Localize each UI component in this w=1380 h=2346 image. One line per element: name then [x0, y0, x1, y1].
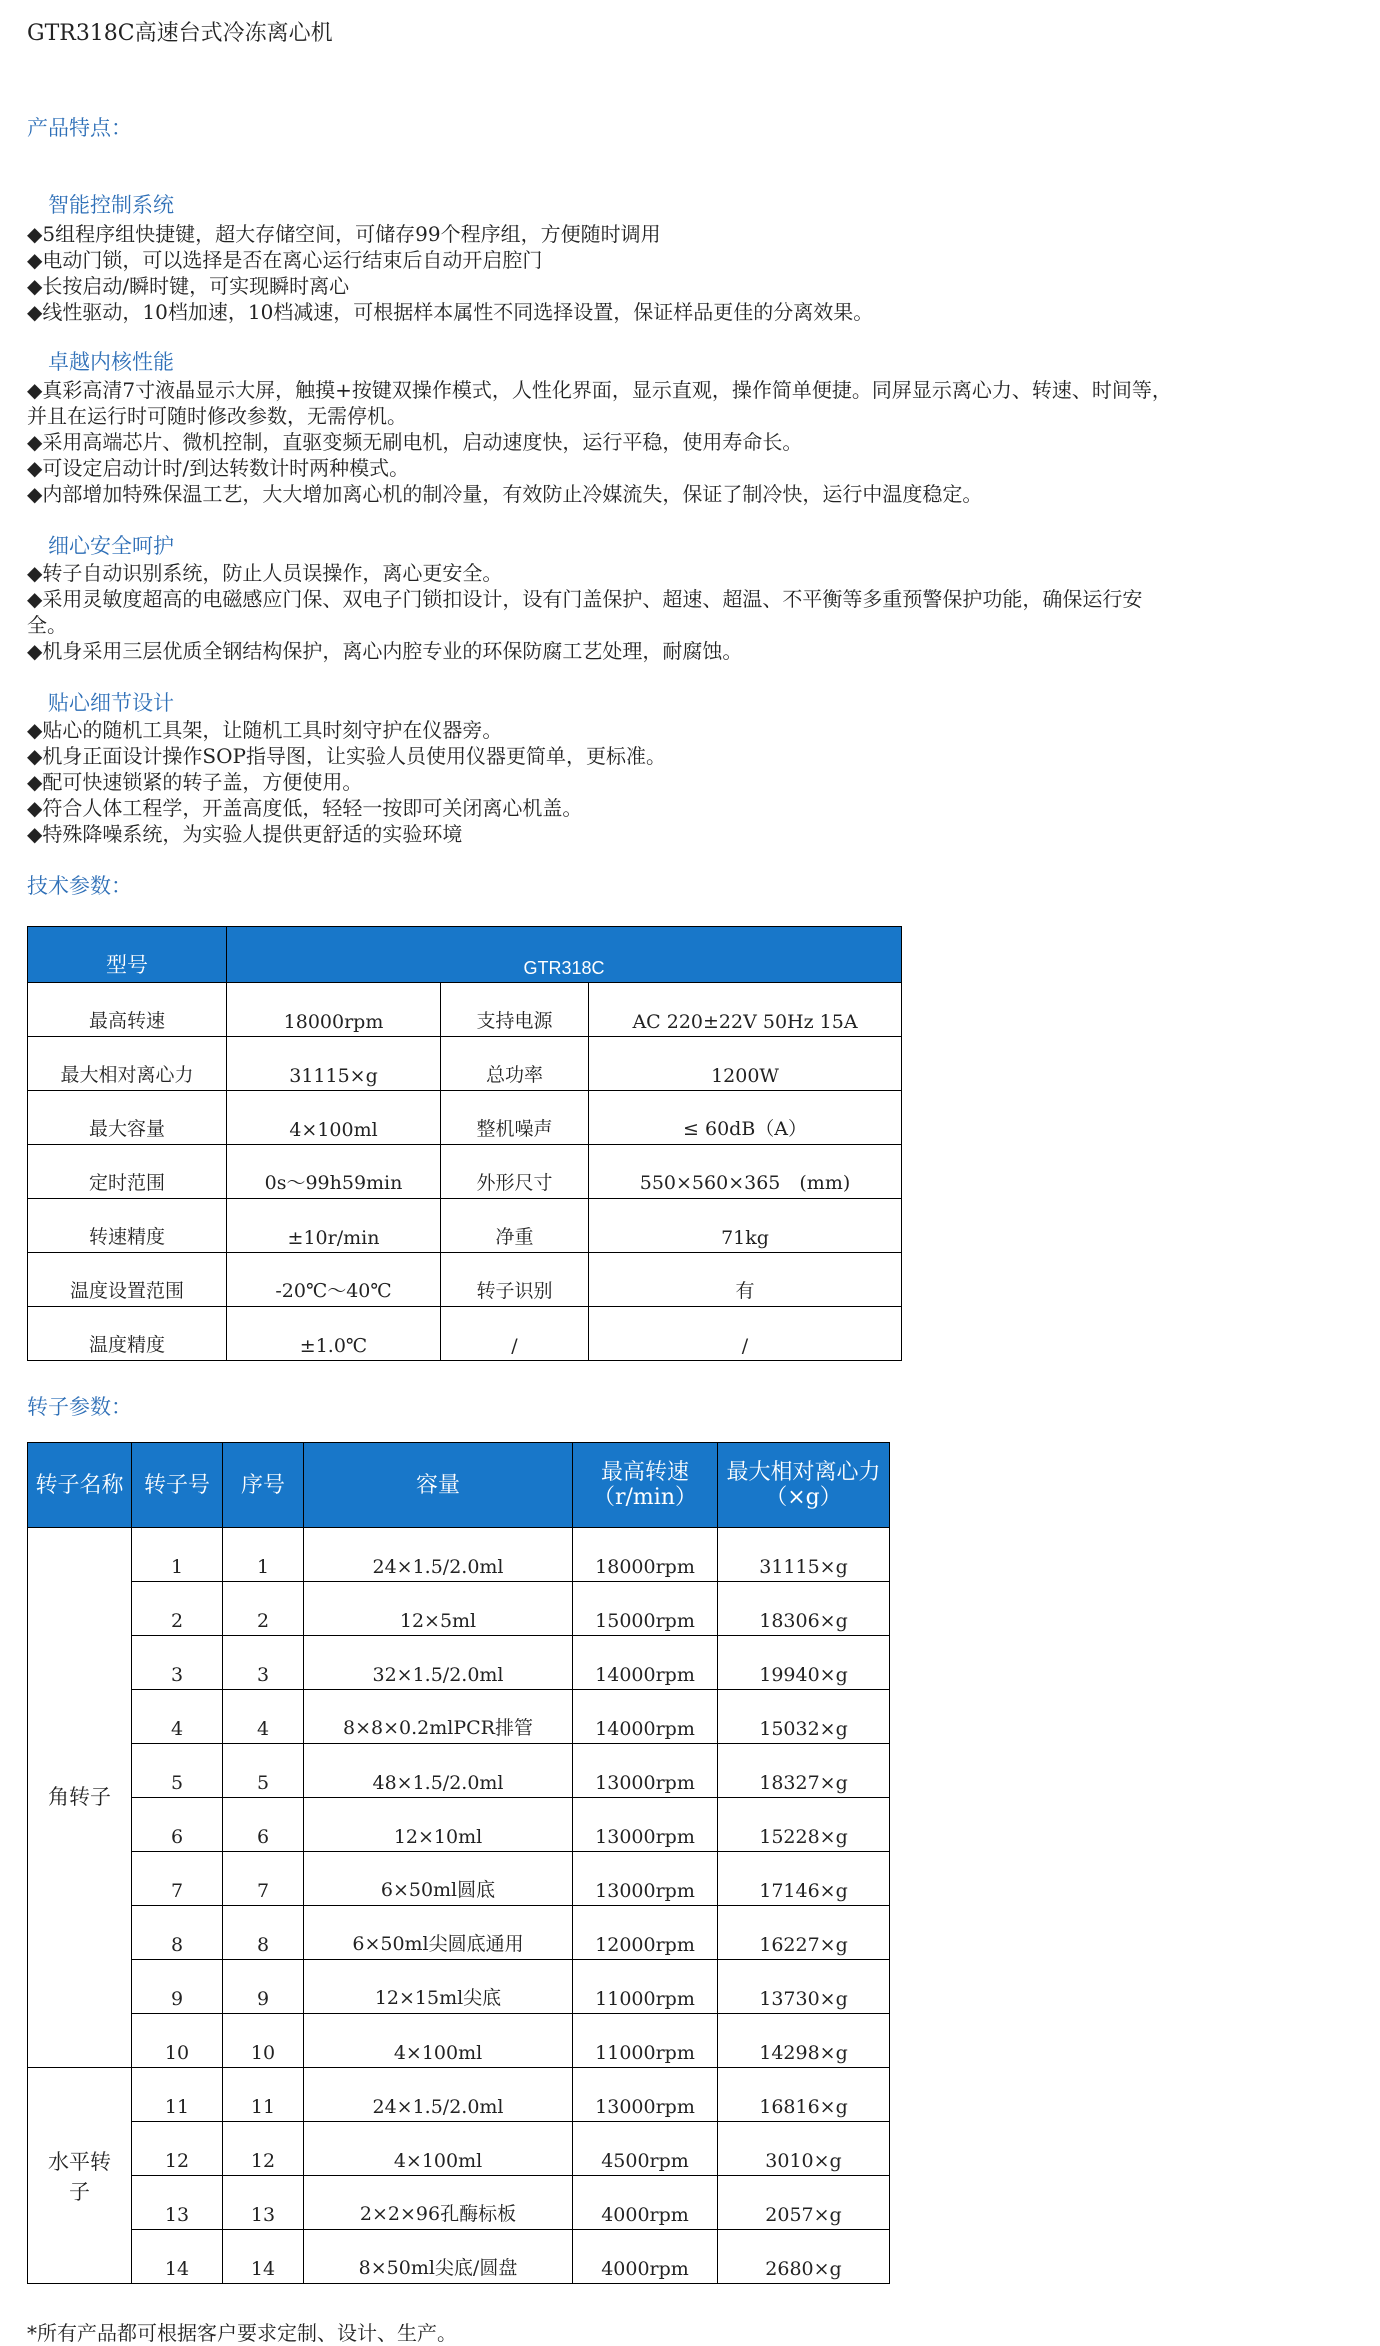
- max-speed-cell: 4000rpm: [573, 2230, 718, 2284]
- rotor-heading: 转子参数：: [27, 1395, 132, 1419]
- rotor-row: [28, 2122, 890, 2176]
- max-rcf-cell: 19940×g: [718, 1636, 890, 1690]
- spec-label: 净重: [441, 1199, 589, 1253]
- page-title: GTR318C高速台式冷冻离心机: [27, 21, 333, 46]
- capacity-cell: 24×1.5/2.0ml: [304, 1528, 573, 1582]
- feature-item: ◆ 机身正面设计操作SOP指导图，让实验人员使用仪器更简单，更标准。: [27, 740, 666, 769]
- max-speed-cell: 13000rpm: [573, 1798, 718, 1852]
- feature-item-continued: 全。: [27, 613, 67, 637]
- index-cell: 10: [223, 2014, 304, 2068]
- capacity-cell: 12×5ml: [304, 1582, 573, 1636]
- features-heading: 产品特点：: [27, 116, 132, 140]
- rotor-row: [28, 2068, 890, 2122]
- rotor-table: [27, 1442, 890, 2284]
- max-speed-cell: 13000rpm: [573, 1744, 718, 1798]
- rotor-row: [28, 1744, 890, 1798]
- spec-row: [28, 1037, 902, 1091]
- spec-value: ≤ 60dB（A）: [589, 1091, 902, 1145]
- max-rcf-cell: 3010×g: [718, 2122, 890, 2176]
- spec-value: 有: [589, 1253, 902, 1307]
- spec-value: 0s～99h59min: [227, 1145, 441, 1199]
- rotor-number-cell: 10: [132, 2014, 223, 2068]
- max-speed-cell: 4000rpm: [573, 2176, 718, 2230]
- rotor-number-cell: 9: [132, 1960, 223, 2014]
- spec-value: 1200W: [589, 1037, 902, 1091]
- index-cell: 3: [223, 1636, 304, 1690]
- spec-label: /: [441, 1307, 589, 1361]
- rotor-number-cell: 2: [132, 1582, 223, 1636]
- rotor-type-cell: 水平转子: [28, 2068, 132, 2284]
- max-rcf-cell: 15032×g: [718, 1690, 890, 1744]
- rotor-number-cell: 7: [132, 1852, 223, 1906]
- section-heading-safety: 细心安全呵护: [48, 534, 174, 558]
- rotor-number-cell: 1: [132, 1528, 223, 1582]
- index-cell: 13: [223, 2176, 304, 2230]
- index-cell: 9: [223, 1960, 304, 2014]
- capacity-cell: 6×50ml尖圆底通用: [304, 1906, 573, 1960]
- rotor-row: [28, 1960, 890, 2014]
- capacity-cell: 4×100ml: [304, 2014, 573, 2068]
- capacity-cell: 24×1.5/2.0ml: [304, 2068, 573, 2122]
- rotor-number-cell: 8: [132, 1906, 223, 1960]
- max-rcf-cell: 16227×g: [718, 1906, 890, 1960]
- spec-table: [27, 926, 902, 1361]
- max-speed-cell: 15000rpm: [573, 1582, 718, 1636]
- rotor-row: [28, 1906, 890, 1960]
- spec-label: 最大相对离心力: [28, 1037, 227, 1091]
- max-rcf-cell: 18306×g: [718, 1582, 890, 1636]
- feature-item-continued: 并且在运行时可随时修改参数，无需停机。: [27, 404, 407, 428]
- max-speed-cell: 11000rpm: [573, 2014, 718, 2068]
- max-speed-cell: 13000rpm: [573, 1852, 718, 1906]
- spec-label: 总功率: [441, 1037, 589, 1091]
- index-cell: 4: [223, 1690, 304, 1744]
- spec-row: [28, 1307, 902, 1361]
- rotor-type-cell: 角转子: [28, 1528, 132, 2068]
- max-rcf-cell: 31115×g: [718, 1528, 890, 1582]
- spec-label: 支持电源: [441, 983, 589, 1037]
- spec-label: 温度精度: [28, 1307, 227, 1361]
- max-speed-cell: 14000rpm: [573, 1690, 718, 1744]
- tech-heading: 技术参数：: [27, 874, 132, 898]
- max-speed-cell: 12000rpm: [573, 1906, 718, 1960]
- index-cell: 2: [223, 1582, 304, 1636]
- capacity-cell: 32×1.5/2.0ml: [304, 1636, 573, 1690]
- feature-item: ◆ 特殊降噪系统，为实验人提供更舒适的实验环境: [27, 818, 462, 847]
- spec-label: 外形尺寸: [441, 1145, 589, 1199]
- capacity-cell: 4×100ml: [304, 2122, 573, 2176]
- feature-item: ◆ 内部增加特殊保温工艺，大大增加离心机的制冷量，有效防止冷媒流失，保证了制冷快，运行中温度稳定。: [27, 478, 982, 507]
- spec-value: 550×560×365 (mm): [589, 1145, 902, 1199]
- index-cell: 12: [223, 2122, 304, 2176]
- spec-value: /: [589, 1307, 902, 1361]
- rotor-number-cell: 13: [132, 2176, 223, 2230]
- rotor-row: [28, 1582, 890, 1636]
- feature-item: ◆ 长按启动/瞬时键，可实现瞬时离心: [27, 270, 349, 299]
- spec-row: [28, 1253, 902, 1307]
- feature-item: ◆ 配可快速锁紧的转子盖，方便使用。: [27, 766, 362, 795]
- capacity-cell: 6×50ml圆底: [304, 1852, 573, 1906]
- spec-header-model-value: GTR318C: [227, 927, 902, 983]
- feature-item: ◆ 采用灵敏度超高的电磁感应门保、双电子门锁扣设计，设有门盖保护、超速、超温、不平衡等多重预警保护功能，确保运行安: [27, 583, 1142, 612]
- max-speed-cell: 11000rpm: [573, 1960, 718, 2014]
- feature-item: ◆ 符合人体工程学，开盖高度低，轻轻一按即可关闭离心机盖。: [27, 792, 582, 821]
- section-heading-core-performance: 卓越内核性能: [48, 350, 174, 374]
- capacity-cell: 2×2×96孔酶标板: [304, 2176, 573, 2230]
- rotor-number-cell: 14: [132, 2230, 223, 2284]
- spec-header-row: [28, 927, 902, 983]
- spec-label: 转子识别: [441, 1253, 589, 1307]
- spec-row: [28, 983, 902, 1037]
- rotor-header-name: 转子名称: [28, 1443, 132, 1528]
- rotor-header-row: [28, 1443, 890, 1528]
- capacity-cell: 48×1.5/2.0ml: [304, 1744, 573, 1798]
- feature-item: ◆ 可设定启动计时/到达转数计时两种模式。: [27, 452, 409, 481]
- spec-row: [28, 1145, 902, 1199]
- max-rcf-cell: 2680×g: [718, 2230, 890, 2284]
- rotor-header-number: 转子号: [132, 1443, 223, 1528]
- rotor-row: [28, 1528, 890, 1582]
- index-cell: 6: [223, 1798, 304, 1852]
- capacity-cell: 8×8×0.2mlPCR排管: [304, 1690, 573, 1744]
- spec-label: 温度设置范围: [28, 1253, 227, 1307]
- spec-value: ±1.0℃: [227, 1307, 441, 1361]
- index-cell: 14: [223, 2230, 304, 2284]
- rotor-number-cell: 3: [132, 1636, 223, 1690]
- section-heading-details: 贴心细节设计: [48, 691, 174, 715]
- max-rcf-cell: 17146×g: [718, 1852, 890, 1906]
- spec-value: ±10r/min: [227, 1199, 441, 1253]
- spec-value: 71kg: [589, 1199, 902, 1253]
- rotor-row: [28, 2014, 890, 2068]
- index-cell: 11: [223, 2068, 304, 2122]
- capacity-cell: 12×15ml尖底: [304, 1960, 573, 2014]
- index-cell: 5: [223, 1744, 304, 1798]
- rotor-row: [28, 1636, 890, 1690]
- rotor-number-cell: 11: [132, 2068, 223, 2122]
- max-speed-cell: 14000rpm: [573, 1636, 718, 1690]
- spec-value: AC 220±22V 50Hz 15A: [589, 983, 902, 1037]
- feature-item: ◆ 电动门锁，可以选择是否在离心运行结束后自动开启腔门: [27, 244, 542, 273]
- index-cell: 1: [223, 1528, 304, 1582]
- index-cell: 8: [223, 1906, 304, 1960]
- feature-item: ◆ 5组程序组快捷键，超大存储空间，可储存99个程序组，方便随时调用: [27, 218, 661, 247]
- rotor-number-cell: 12: [132, 2122, 223, 2176]
- spec-label: 整机噪声: [441, 1091, 589, 1145]
- spec-label: 最高转速: [28, 983, 227, 1037]
- spec-value: 31115×g: [227, 1037, 441, 1091]
- rotor-row: [28, 1852, 890, 1906]
- max-rcf-cell: 13730×g: [718, 1960, 890, 2014]
- capacity-cell: 12×10ml: [304, 1798, 573, 1852]
- spec-label: 最大容量: [28, 1091, 227, 1145]
- rotor-number-cell: 5: [132, 1744, 223, 1798]
- section-heading-smart-control: 智能控制系统: [48, 193, 174, 217]
- rotor-row: [28, 1690, 890, 1744]
- feature-item: ◆ 真彩高清7寸液晶显示大屏，触摸+按键双操作模式，人性化界面，显示直观，操作简单便捷。同屏显示离心力、转速、时间等，: [27, 374, 1172, 403]
- spec-value: 4×100ml: [227, 1091, 441, 1145]
- max-rcf-cell: 18327×g: [718, 1744, 890, 1798]
- max-rcf-cell: 15228×g: [718, 1798, 890, 1852]
- rotor-header-index: 序号: [223, 1443, 304, 1528]
- feature-item: ◆ 线性驱动，10档加速，10档减速，可根据样本属性不同选择设置，保证样品更佳的分离效果。: [27, 296, 873, 325]
- max-speed-cell: 13000rpm: [573, 2068, 718, 2122]
- rotor-header-max-rcf: 最大相对离心力（×g）: [718, 1443, 890, 1528]
- spec-label: 定时范围: [28, 1145, 227, 1199]
- rotor-header-max-speed: 最高转速（r/min）: [573, 1443, 718, 1528]
- spec-label: 转速精度: [28, 1199, 227, 1253]
- feature-item: ◆ 贴心的随机工具架，让随机工具时刻守护在仪器旁。: [27, 714, 502, 743]
- rotor-header-capacity: 容量: [304, 1443, 573, 1528]
- max-rcf-cell: 16816×g: [718, 2068, 890, 2122]
- rotor-number-cell: 6: [132, 1798, 223, 1852]
- rotor-number-cell: 4: [132, 1690, 223, 1744]
- index-cell: 7: [223, 1852, 304, 1906]
- capacity-cell: 8×50ml尖底/圆盘: [304, 2230, 573, 2284]
- spec-row: [28, 1091, 902, 1145]
- spec-value: 18000rpm: [227, 983, 441, 1037]
- max-speed-cell: 4500rpm: [573, 2122, 718, 2176]
- spec-row: [28, 1199, 902, 1253]
- feature-item: ◆ 采用高端芯片、微机控制，直驱变频无刷电机，启动速度快，运行平稳，使用寿命长。: [27, 426, 802, 455]
- max-rcf-cell: 14298×g: [718, 2014, 890, 2068]
- rotor-row: [28, 2176, 890, 2230]
- footnote: *所有产品都可根据客户要求定制、设计、生产。: [27, 2321, 457, 2345]
- feature-item: ◆ 转子自动识别系统，防止人员误操作，离心更安全。: [27, 557, 502, 586]
- feature-item: ◆ 机身采用三层优质全钢结构保护，离心内腔专业的环保防腐工艺处理，耐腐蚀。: [27, 635, 742, 664]
- rotor-row: [28, 2230, 890, 2284]
- spec-header-model-label: 型号: [28, 927, 227, 983]
- max-speed-cell: 18000rpm: [573, 1528, 718, 1582]
- max-rcf-cell: 2057×g: [718, 2176, 890, 2230]
- rotor-row: [28, 1798, 890, 1852]
- spec-value: -20℃～40℃: [227, 1253, 441, 1307]
